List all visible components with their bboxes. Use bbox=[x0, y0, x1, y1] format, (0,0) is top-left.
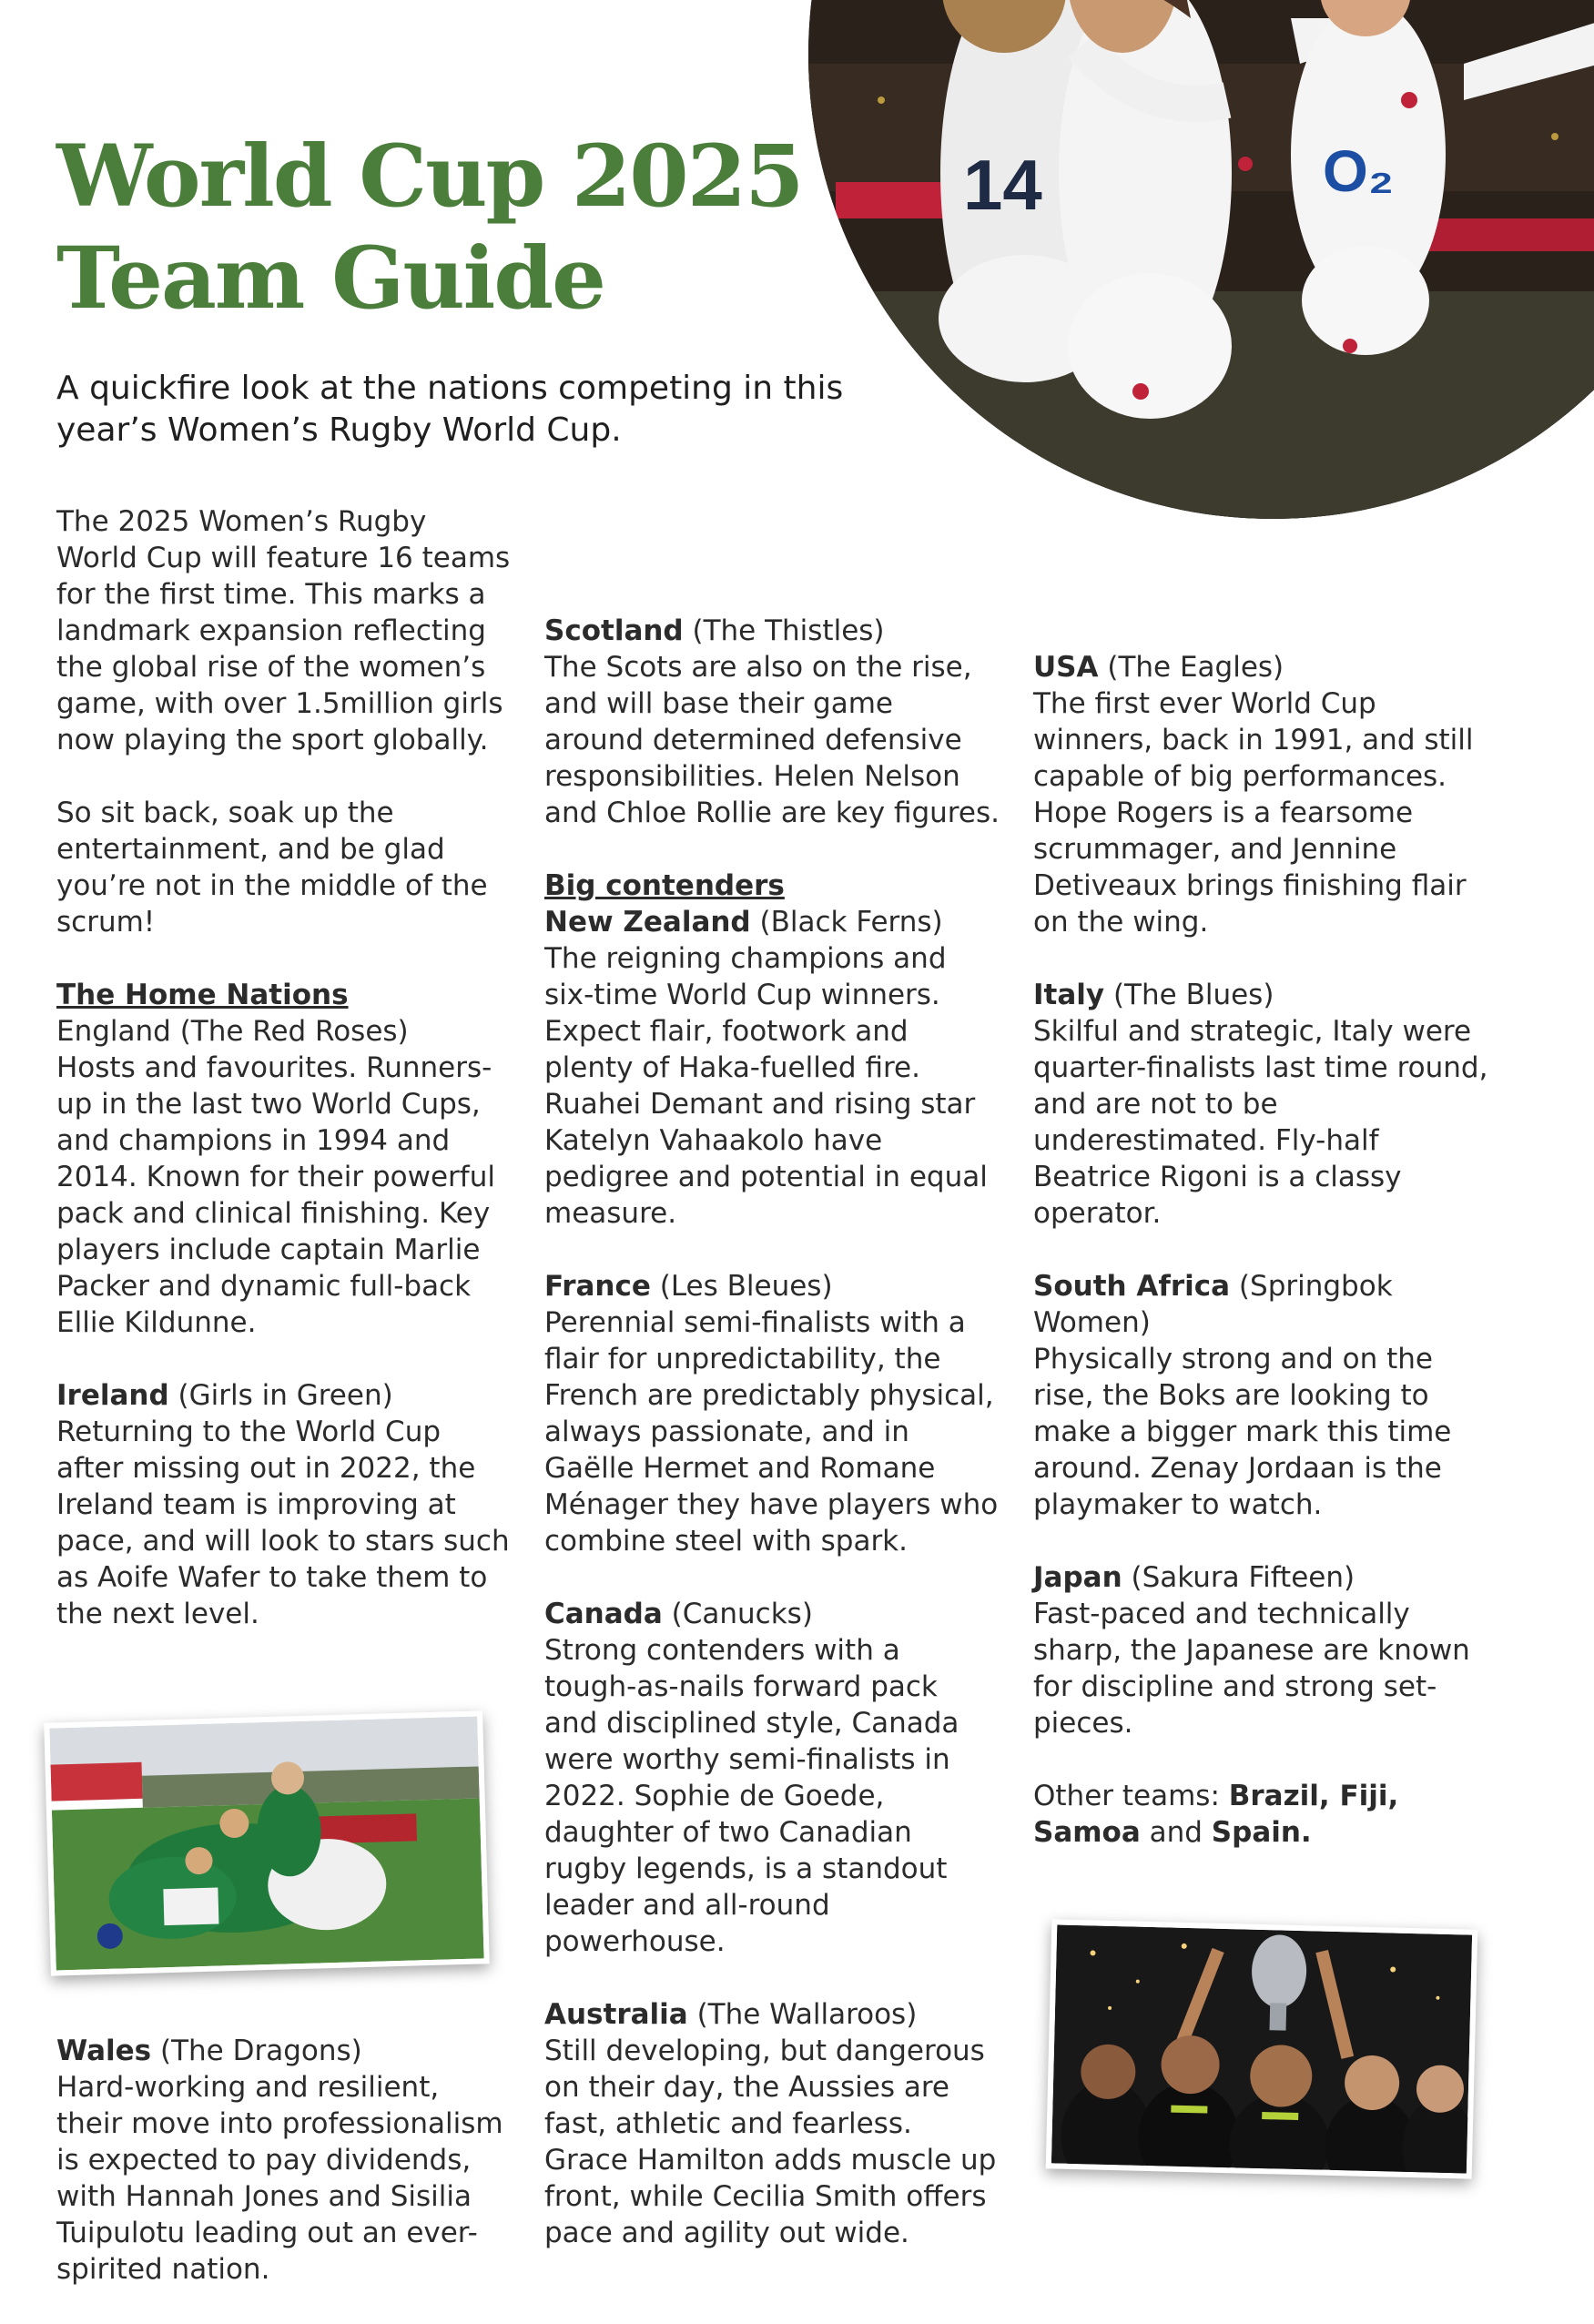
japan-name: Japan bbox=[1033, 1561, 1122, 1594]
column-1-bottom bbox=[56, 2033, 512, 2324]
hero-photo-england-celebration bbox=[808, 0, 1594, 519]
other-teams bbox=[1033, 1778, 1488, 1851]
ireland-text: Returning to the World Cup after missing out in 2022, the Ireland team is improving at pace, and will look to stars such as Aoife Wafer to take them to the next level. bbox=[56, 1416, 510, 1630]
canada-text: Strong contenders with a tough-as-nails forward pack and disciplined style, Canada were worthy semi-finalists in 2022. Sophie de Goede, daughter of two Canadian rugby legends, is a standout leader and all-round powerhouse. bbox=[544, 1634, 959, 1958]
france-text: Perennial semi-finalists with a flair for unpredictability, the French are predictably physical, always passionate, and in Gaëlle Hermet and Romane Ménager they have players who combine steel with spark. bbox=[544, 1306, 999, 1558]
italy-name: Italy bbox=[1033, 979, 1105, 1011]
australia-text: Still developing, but dangerous on their day, the Aussies are fast, athletic and fearless. Grace Hamilton adds muscle up front, while Cecilia Smith offers pace and agility out wide. bbox=[544, 2035, 997, 2249]
south-africa-entry bbox=[1033, 1268, 1488, 1523]
japan-entry bbox=[1033, 1559, 1488, 1741]
usa-nickname: (The Eagles) bbox=[1098, 651, 1284, 684]
south-africa-nickname: (Springbok Women) bbox=[1033, 1270, 1393, 1339]
ireland-nickname: (Girls in Green) bbox=[168, 1379, 393, 1412]
other-teams-prefix: Other teams: bbox=[1033, 1780, 1229, 1812]
wales-name: Wales bbox=[56, 2035, 152, 2067]
shirt-number: 14 bbox=[963, 145, 1042, 225]
new-zealand-text: The reigning champions and six-time World Cup winners. Expect flair, footwork and plenty of Haka-fuelled fire. Ruahei Demant and rising star Katelyn Vahaakolo have pedigree and potential in equal measure. bbox=[544, 942, 988, 1230]
wales-text: Hard-working and resilient, their move into professionalism is expected to pay dividends, with Hannah Jones and Sisilia Tuipulotu leading out an ever-spirited nation. bbox=[56, 2071, 503, 2286]
column-1 bbox=[56, 503, 512, 1669]
france-entry bbox=[544, 1268, 1000, 1559]
usa-entry bbox=[1033, 649, 1488, 940]
other-teams-list: Brazil, Fiji, Samoa bbox=[1033, 1780, 1399, 1849]
new-zealand-name: New Zealand bbox=[544, 906, 751, 939]
page-title bbox=[56, 126, 803, 330]
o2-sponsor-logo: O₂ bbox=[1323, 138, 1395, 204]
france-name: France bbox=[544, 1270, 651, 1303]
usa-text: The first ever World Cup winners, back in 1991, and still capable of big performances. Hope Rogers is a fearsome scrummager, and Jennine Detiveaux brings finishing flair on the wing. bbox=[1033, 687, 1474, 939]
japan-nickname: (Sakura Fifteen) bbox=[1122, 1561, 1355, 1594]
australia-nickname: (The Wallaroos) bbox=[687, 1998, 918, 2031]
section-big-contenders: Big contenders bbox=[544, 869, 785, 902]
scotland-text: The Scots are also on the rise, and will base their game around determined defensive responsibilities. Helen Nelson and Chloe Rollie are key figures. bbox=[544, 651, 1000, 829]
ireland-entry bbox=[56, 1377, 512, 1632]
intro-paragraph-2: So sit back, soak up the entertainment, and be glad you’re not in the middle of the scrum! bbox=[56, 797, 488, 939]
scotland-entry bbox=[544, 613, 1000, 831]
ireland-name: Ireland bbox=[56, 1379, 169, 1412]
intro-paragraph-1: The 2025 Women’s Rugby World Cup will feature 16 teams for the first time. This marks a landmark expansion reflecting the global rise of the women’s game, with over 1.5million girls now playing the sport globally. bbox=[56, 505, 511, 756]
column-3 bbox=[1033, 576, 1488, 1887]
scotland-nickname: (The Thistles) bbox=[683, 614, 885, 647]
australia-name: Australia bbox=[544, 1998, 688, 2031]
wales-nickname: (The Dragons) bbox=[151, 2035, 362, 2067]
italy-nickname: (The Blues) bbox=[1104, 979, 1274, 1011]
scotland-name: Scotland bbox=[544, 614, 684, 647]
other-teams-last: Spain. bbox=[1211, 1816, 1312, 1849]
new-zealand-nickname: (Black Ferns) bbox=[750, 906, 943, 939]
england-heading: England (The Red Roses) bbox=[56, 1015, 409, 1048]
title-line-1: World Cup 2025 bbox=[56, 127, 803, 227]
section-home-nations: The Home Nations bbox=[56, 979, 349, 1011]
ireland-team-photo bbox=[44, 1710, 490, 1975]
france-nickname: (Les Bleues) bbox=[650, 1270, 833, 1303]
south-africa-text: Physically strong and on the rise, the Boks are looking to make a bigger mark this time around. Zenay Jordaan is the playmaker to watch. bbox=[1033, 1343, 1452, 1521]
usa-name: USA bbox=[1033, 651, 1099, 684]
new-zealand-trophy-photo bbox=[1046, 1919, 1478, 2178]
other-teams-joiner: and bbox=[1140, 1816, 1212, 1849]
title-line-2: Team Guide bbox=[56, 228, 604, 329]
england-entry bbox=[56, 977, 512, 1341]
canada-nickname: (Canucks) bbox=[662, 1598, 813, 1630]
subtitle: A quickfire look at the nations competing in this year’s Women’s Rugby World Cup. bbox=[56, 370, 844, 449]
japan-text: Fast-paced and technically sharp, the Japanese are known for discipline and strong set-pieces. bbox=[1033, 1598, 1470, 1740]
italy-entry bbox=[1033, 977, 1488, 1232]
canada-name: Canada bbox=[544, 1598, 663, 1630]
italy-text: Skilful and strategic, Italy were quarter-finalists last time round, and are not to be underestimated. Fly-half Beatrice Rigoni is a classy operator. bbox=[1033, 1015, 1488, 1230]
canada-entry bbox=[544, 1596, 1000, 1960]
column-2 bbox=[544, 503, 1000, 2288]
england-text: Hosts and favourites. Runners-up in the last two World Cups, and champions in 1994 and 2014. Known for their powerful pack and clinical finishing. Key players include captain Marlie Packer and dynamic full-back Ellie Kildunne. bbox=[56, 1051, 495, 1339]
south-africa-name: South Africa bbox=[1033, 1270, 1231, 1303]
wales-entry bbox=[56, 2033, 512, 2288]
new-zealand-entry bbox=[544, 868, 1000, 1232]
australia-entry bbox=[544, 1996, 1000, 2251]
